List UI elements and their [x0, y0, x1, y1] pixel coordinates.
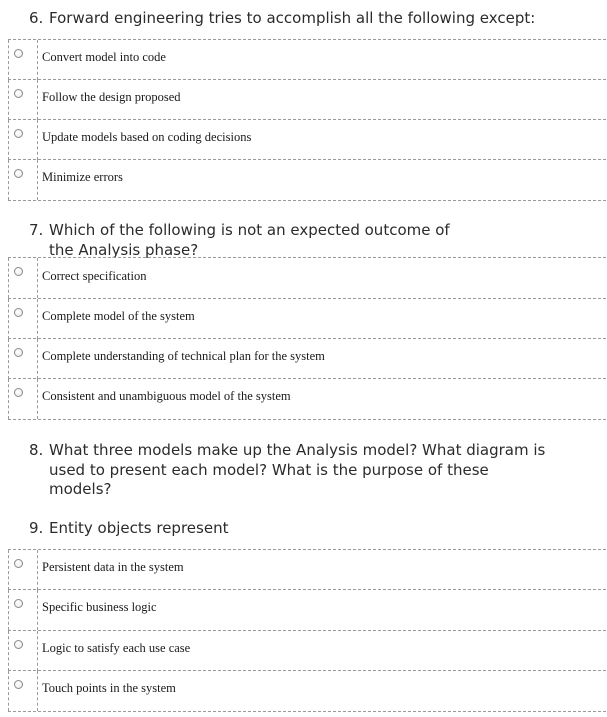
question-9-title	[29, 519, 549, 539]
option-label: Minimize errors	[42, 170, 123, 184]
option-label: Complete model of the system	[42, 309, 195, 323]
question-text: Which of the following is not an expected outcome of the Analysis phase?	[49, 221, 450, 259]
question-number: 8.	[29, 441, 44, 459]
option-label: Follow the design proposed	[42, 90, 181, 104]
option-label: Update models based on coding decisions	[42, 130, 252, 144]
option-row[interactable]	[8, 159, 606, 201]
option-row[interactable]	[8, 298, 606, 339]
option-label: Correct specification	[42, 269, 147, 283]
radio-button[interactable]	[14, 308, 23, 317]
radio-button[interactable]	[14, 49, 23, 58]
question-7-title	[29, 221, 479, 259]
radio-button[interactable]	[14, 388, 23, 397]
radio-button[interactable]	[14, 89, 23, 98]
question-6-title	[29, 9, 549, 29]
option-row[interactable]	[8, 589, 606, 630]
question-number: 7.	[29, 221, 44, 239]
option-row[interactable]	[8, 257, 606, 298]
question-text: Entity objects represent	[49, 519, 229, 537]
option-label: Consistent and unambiguous model of the system	[42, 389, 291, 403]
option-label: Touch points in the system	[42, 681, 176, 695]
option-row[interactable]	[8, 119, 606, 160]
option-row[interactable]	[8, 338, 606, 379]
radio-button[interactable]	[14, 267, 23, 276]
option-label: Logic to satisfy each use case	[42, 641, 191, 655]
question-text: Forward engineering tries to accomplish all the following except:	[49, 9, 536, 27]
option-row[interactable]	[8, 79, 606, 120]
radio-button[interactable]	[14, 680, 23, 689]
question-8-title	[29, 441, 549, 498]
question-number: 6.	[29, 9, 44, 27]
option-row[interactable]	[8, 670, 606, 712]
radio-button[interactable]	[14, 640, 23, 649]
option-row[interactable]	[8, 378, 606, 420]
radio-button[interactable]	[14, 559, 23, 568]
radio-button[interactable]	[14, 129, 23, 138]
option-label: Complete understanding of technical plan for the system	[42, 349, 325, 363]
option-row[interactable]	[8, 549, 606, 590]
radio-button[interactable]	[14, 169, 23, 178]
option-label: Persistent data in the system	[42, 560, 184, 574]
option-row[interactable]	[8, 39, 606, 80]
option-label: Convert model into code	[42, 50, 166, 64]
question-number: 9.	[29, 519, 44, 537]
option-label: Specific business logic	[42, 600, 157, 614]
option-row[interactable]	[8, 630, 606, 671]
radio-button[interactable]	[14, 599, 23, 608]
question-text: What three models make up the Analysis model? What diagram is used to present each model? What is the purpose of these models?	[49, 441, 546, 498]
radio-button[interactable]	[14, 348, 23, 357]
